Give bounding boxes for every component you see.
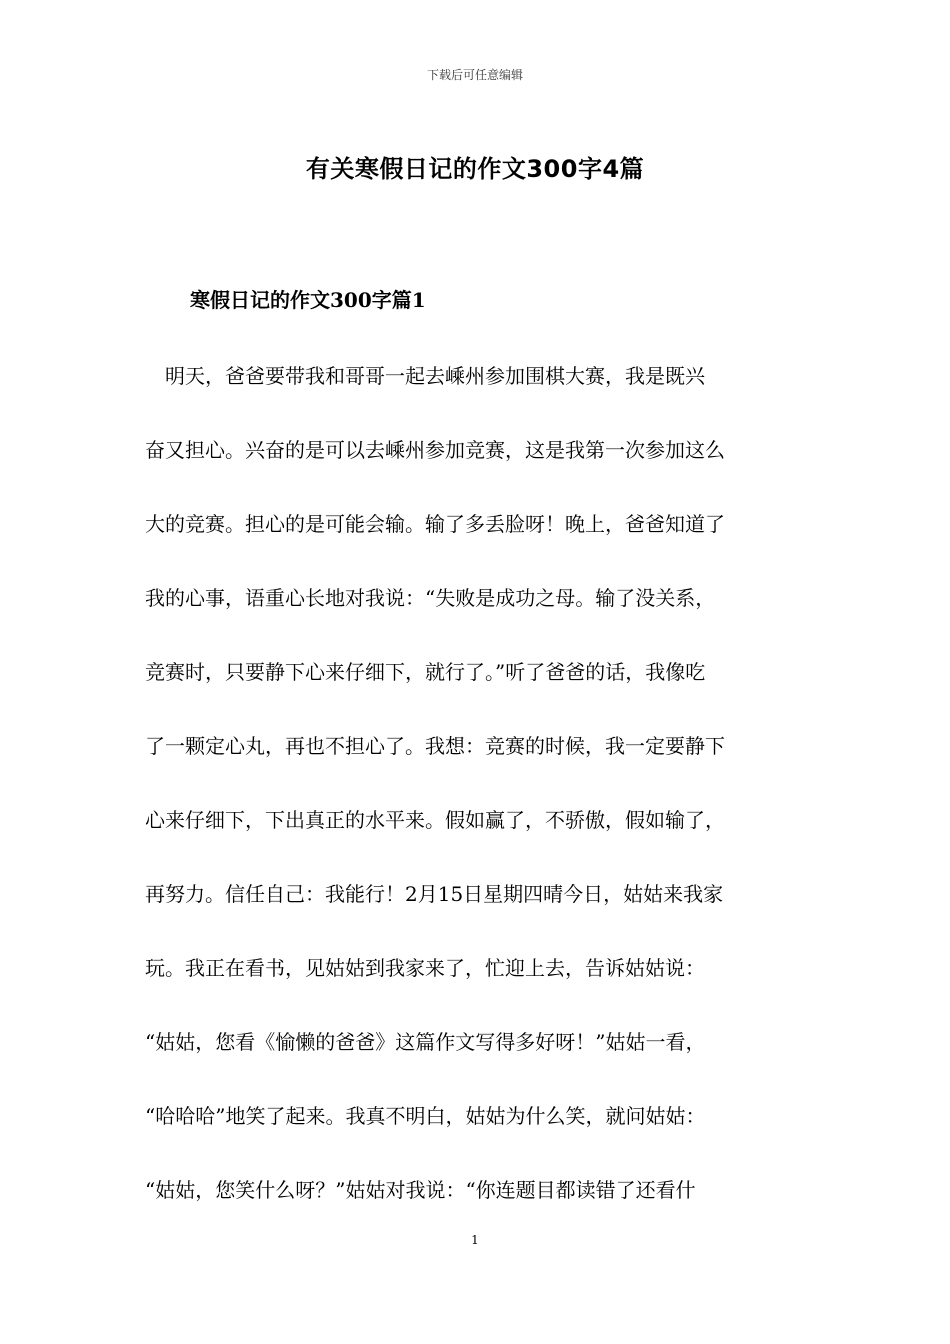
- document-title: 有关寒假日记的作文300字4篇: [305, 155, 645, 183]
- header-note: 下载后可任意编辑: [426, 68, 523, 82]
- section-heading: 寒假日记的作文300字篇1: [190, 288, 426, 312]
- body-line: “姑姑，您看《愉懒的爸爸》这篇作文写得多好呀！”姑姑一看，: [145, 1030, 706, 1054]
- body-line: 再努力。信任自己：我能行！2月15日星期四晴今日，姑姑来我家: [145, 882, 724, 906]
- body-line: 大的竞赛。担心的是可能会输。输了多丢脸呀！晚上，爸爸知道了: [145, 512, 725, 536]
- body-line: “哈哈哈”地笑了起来。我真不明白，姑姑为什么笑，就问姑姑：: [145, 1104, 706, 1128]
- body-line: 玩。我正在看书，见姑姑到我家来了，忙迎上去，告诉姑姑说：: [145, 956, 705, 980]
- body-line: 竞赛时，只要静下心来仔细下，就行了。”听了爸爸的话，我像吃: [145, 660, 706, 684]
- body-text: [145, 358, 815, 1246]
- body-line: 我的心事，语重心长地对我说：“失败是成功之母。输了没关系，: [145, 586, 716, 610]
- body-line: “姑姑，您笑什么呀？”姑姑对我说：“你连题目都读错了还看什: [145, 1178, 696, 1202]
- body-line: 明天，爸爸要带我和哥哥一起去嵊州参加围棋大赛，我是既兴: [145, 364, 705, 388]
- body-line: 了一颗定心丸，再也不担心了。我想：竞赛的时候，我一定要静下: [145, 734, 725, 758]
- page-number: 1: [471, 1233, 479, 1247]
- body-line: 奋又担心。兴奋的是可以去嵊州参加竞赛，这是我第一次参加这么: [145, 438, 725, 462]
- body-line: 心来仔细下，下出真正的水平来。假如赢了，不骄傲，假如输了，: [145, 808, 725, 832]
